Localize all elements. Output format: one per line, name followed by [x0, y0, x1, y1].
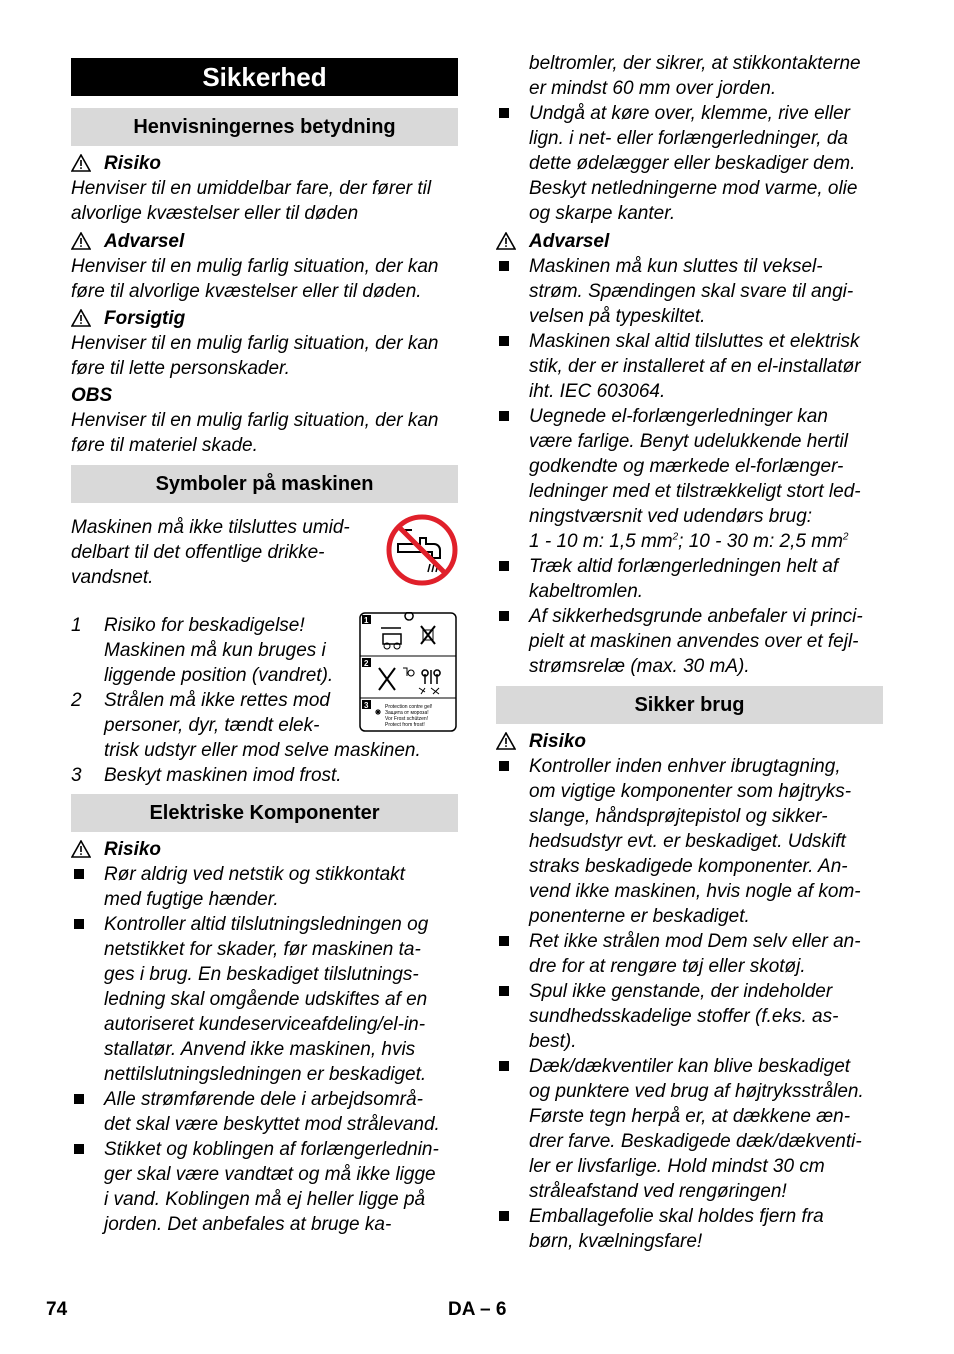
bullet-line: ledning skal omgående udskiftes af en: [104, 989, 428, 1010]
item-number: 3: [71, 765, 82, 786]
item-number: 1: [71, 615, 82, 636]
warning-triangle-icon: [71, 232, 91, 250]
note-text-line: føre til materiel skade.: [71, 435, 258, 456]
bullet-line: straks beskadigede komponenter. An-: [529, 856, 848, 877]
warning-triangle-icon: [496, 732, 516, 750]
warning-triangle-icon: [496, 232, 516, 250]
caution-label: Forsigtig: [104, 308, 186, 329]
bullet-line: det skal være beskyttet mod strålevand.: [104, 1114, 440, 1135]
page-section-label: DA – 6: [448, 1299, 507, 1320]
bullet-line: velsen på typeskiltet.: [529, 306, 706, 327]
bullet-icon: [74, 919, 84, 929]
bullet-line: strømsrelæ (max. 30 mA).: [529, 656, 750, 677]
water-text-line: Maskinen må ikke tilsluttes umid-: [71, 517, 350, 538]
svg-text:3: 3: [364, 701, 369, 710]
bullet-icon: [499, 411, 509, 421]
bullet-icon: [499, 561, 509, 571]
bullet-line: ler er livsfarlige. Hold mindst 30 cm: [529, 1156, 825, 1177]
bullet-line: Stikket og koblingen af forlængerlednin-: [104, 1139, 439, 1160]
bullet-line: være farlige. Benyt udelukkende hertil: [529, 431, 848, 452]
bullet-icon: [499, 936, 509, 946]
continuation-line: beltromler, der sikrer, at stikkontakterne: [529, 53, 861, 74]
cable-spec-line: 1 - 10 m: 1,5 $mm^2$; 10 - 30 m: 2,5 $mm^2$: [529, 531, 849, 552]
warning-triangle-icon: [71, 154, 91, 172]
bullet-line: dre for at rengøre tøj eller skotøj.: [529, 956, 806, 977]
risk-label: Risiko: [104, 839, 162, 860]
warning-triangle-icon: [71, 840, 91, 858]
bullet-line: i vand. Koblingen må ej heller ligge på: [104, 1189, 426, 1210]
bullet-line: Rør aldrig ved netstik og stikkontakt: [104, 864, 405, 885]
item-number: 2: [71, 690, 82, 711]
bullet-line: Træk altid forlængerledningen helt af: [529, 556, 839, 577]
bullet-icon: [499, 611, 509, 621]
bullet-icon: [499, 336, 509, 346]
bullet-line: stråleafstand ved rengøringen!: [529, 1181, 787, 1202]
note-label: OBS: [71, 385, 113, 406]
bullet-line: Kontroller altid tilslutningsledningen og: [104, 914, 429, 935]
bullet-line: lign. i net- eller forlængerledninger, da: [529, 128, 848, 149]
bullet-line: Alle strømførende dele i arbejdsområ-: [104, 1089, 423, 1110]
warning-label: Advarsel: [104, 231, 185, 252]
risk-label: Risiko: [529, 731, 587, 752]
bullet-line: ledninger med et tilstrækkeligt stort led-: [529, 481, 861, 502]
bullet-icon: [74, 1144, 84, 1154]
bullet-line: slange, håndsprøjtepistol og sikker-: [529, 806, 828, 827]
warning-label: Advarsel: [529, 231, 610, 252]
section-heading-elektriske: Elektriske Komponenter: [71, 794, 458, 832]
bullet-line: om vigtige komponenter som højtryks-: [529, 781, 852, 802]
water-text-line: vandsnet.: [71, 567, 154, 588]
section-heading-symboler: Symboler på maskinen: [71, 465, 458, 503]
bullet-line: børn, kvælningsfare!: [529, 1231, 703, 1252]
bullet-line: Uegnede el-forlængerledninger kan: [529, 406, 828, 427]
sticker-text: Vor Frost schützen!: [385, 716, 429, 722]
item-line: liggende position (vandret).: [104, 665, 334, 686]
caution-text-line: føre til lette personskader.: [71, 358, 290, 379]
continuation-line: er mindst 60 mm over jorden.: [529, 78, 777, 99]
bullet-line: Maskinen må kun sluttes til veksel-: [529, 256, 823, 277]
bullet-line: stik, der er installeret af en el-installatør: [529, 356, 861, 377]
caution-text-line: Henviser til en mulig farlig situation, der kan: [71, 333, 439, 354]
item-line: trisk udstyr eller mod selve maskinen.: [104, 740, 421, 761]
risk-label: Risiko: [104, 153, 162, 174]
bullet-line: Kontroller inden enhver ibrugtagning,: [529, 756, 841, 777]
bullet-line: kabeltromlen.: [529, 581, 644, 602]
bullet-line: ger skal være vandtæt og må ikke ligge: [104, 1164, 436, 1185]
bullet-line: Beskyt netledningerne mod varme, olie: [529, 178, 858, 199]
bullet-icon: [499, 986, 509, 996]
bullet-line: ponenterne er beskadiget.: [529, 906, 750, 927]
bullet-line: Spul ikke genstande, der indeholder: [529, 981, 833, 1002]
bullet-line: og punktere ved brug af højtryksstrålen.: [529, 1081, 864, 1102]
bullet-line: Undgå at køre over, klemme, rive eller: [529, 103, 851, 124]
bullet-line: nettilslutningsledningen er beskadiget.: [104, 1064, 427, 1085]
water-text-line: delbart til det offentlige drikke-: [71, 542, 325, 563]
machine-safety-sticker-image: [359, 612, 457, 732]
bullet-line: pielt at maskinen anvendes over et fejl-: [529, 631, 859, 652]
item-line: Maskinen må kun bruges i: [104, 640, 326, 661]
bullet-icon: [74, 869, 84, 879]
bullet-icon: [499, 1211, 509, 1221]
bullet-line: Ret ikke strålen mod Dem selv eller an-: [529, 931, 861, 952]
item-line: Strålen må ikke rettes mod: [104, 690, 330, 711]
bullet-icon: [499, 761, 509, 771]
bullet-line: sundhedsskadelige stoffer (f.eks. as-: [529, 1006, 839, 1027]
warning-text-line: føre til alvorlige kvæstelser eller til døden.: [71, 281, 422, 302]
bullet-line: Emballagefolie skal holdes fjern fra: [529, 1206, 824, 1227]
bullet-line: dette ødelægger eller beskadiger dem.: [529, 153, 856, 174]
svg-text:1: 1: [364, 616, 369, 625]
svg-text:2: 2: [364, 659, 369, 668]
bullet-line: jorden. Det anbefales at bruge ka-: [104, 1214, 392, 1235]
bullet-line: hedsudstyr evt. er beskadiget. Udskift: [529, 831, 846, 852]
bullet-line: iht. IEC 603064.: [529, 381, 666, 402]
item-line: personer, dyr, tændt elek-: [104, 715, 320, 736]
bullet-icon: [499, 261, 509, 271]
note-text-line: Henviser til en mulig farlig situation, der kan: [71, 410, 439, 431]
bullet-line: Første tegn herpå er, at dækkene æn-: [529, 1106, 851, 1127]
section-heading-sikker-brug: Sikker brug: [496, 686, 883, 724]
risk-text-line: Henviser til en umiddelbar fare, der fører til: [71, 178, 432, 199]
bullet-line: Af sikkerhedsgrunde anbefaler vi princi-: [529, 606, 863, 627]
sticker-text: Защита от мороза!: [385, 710, 429, 716]
bullet-line: strøm. Spændingen skal svare til angi-: [529, 281, 854, 302]
bullet-line: med fugtige hænder.: [104, 889, 279, 910]
bullet-line: godkendte og mærkede el-forlænger-: [529, 456, 844, 477]
bullet-line: Maskinen skal altid tilsluttes et elektrisk: [529, 331, 860, 352]
warning-text-line: Henviser til en mulig farlig situation, der kan: [71, 256, 439, 277]
page-number: 74: [46, 1299, 68, 1320]
bullet-line: ningstværsnit ved udendørs brug:: [529, 506, 813, 527]
bullet-line: best).: [529, 1031, 577, 1052]
bullet-icon: [499, 108, 509, 118]
bullet-line: netstikket for skader, før maskinen ta-: [104, 939, 421, 960]
bullet-line: ges i brug. En beskadiget tilslutnings-: [104, 964, 419, 985]
bullet-icon: [74, 1094, 84, 1104]
sticker-text: Protection contre gel!: [385, 704, 433, 710]
warning-triangle-icon: [71, 309, 91, 327]
sticker-text: Protect from frost!: [385, 722, 425, 728]
bullet-line: drer farve. Beskadigede dæk/dækventi-: [529, 1131, 862, 1152]
item-line: Beskyt maskinen imod frost.: [104, 765, 342, 786]
page-title: Sikkerhed: [71, 58, 458, 96]
bullet-line: og skarpe kanter.: [529, 203, 676, 224]
item-line: Risiko for beskadigelse!: [104, 615, 305, 636]
bullet-line: vend ikke maskinen, hvis nogle af kom-: [529, 881, 861, 902]
risk-text-line: alvorlige kvæstelser eller til døden: [71, 203, 359, 224]
bullet-line: autoriseret kundeserviceafdeling/el-in-: [104, 1014, 426, 1035]
no-drinking-water-connection-icon: [386, 514, 458, 586]
bullet-line: Dæk/dækventiler kan blive beskadiget: [529, 1056, 851, 1077]
bullet-line: stallatør. Anvend ikke maskinen, hvis: [104, 1039, 416, 1060]
section-heading-henvisninger: Henvisningernes betydning: [71, 108, 458, 146]
bullet-icon: [499, 1061, 509, 1071]
